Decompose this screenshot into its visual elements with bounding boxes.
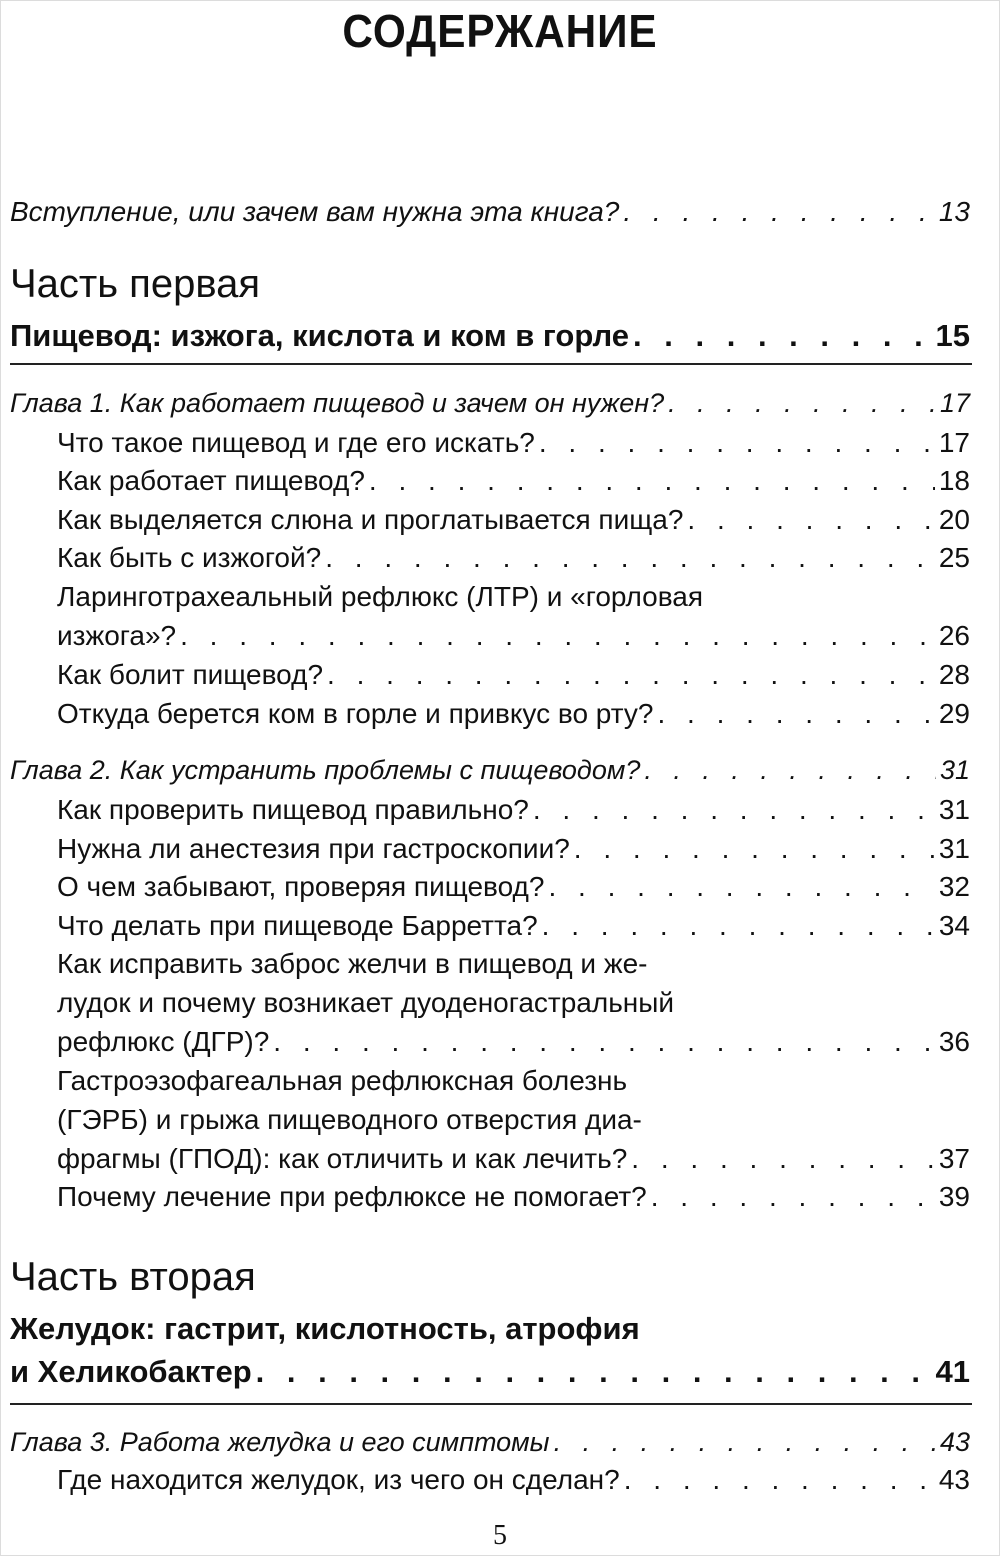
- entry-text: Как болит пищевод?: [57, 659, 324, 690]
- part-title-line[interactable]: Желудок: гастрит, кислотность, атрофия: [10, 1311, 640, 1346]
- entry-text: Откуда берется ком в горле и привкус во рту?: [57, 698, 654, 729]
- entry-text: Как работает пищевод?: [57, 465, 365, 496]
- entry-page: 26: [938, 620, 970, 651]
- entry-text: Что делать при пищеводе Барретта?: [57, 910, 538, 941]
- leader-dots: [273, 1026, 935, 1058]
- entry-text: фрагмы (ГПОД): как отличить и как лечить?: [57, 1143, 628, 1174]
- toc-entry-chapter-1[interactable]: [10, 388, 970, 419]
- leader-dots: [651, 1181, 935, 1213]
- leader-dots: [369, 465, 935, 497]
- leader-dots: [644, 755, 936, 786]
- part-title: Пищевод: изжога, кислота и ком в горле: [10, 318, 630, 353]
- entry-text: Как выделяется слюна и проглатывается пища?: [57, 504, 684, 535]
- toc-entry-section[interactable]: [57, 698, 970, 730]
- leader-dots: [542, 910, 935, 942]
- toc-entry-section[interactable]: [57, 1026, 970, 1058]
- entry-page: 39: [938, 1181, 970, 1212]
- toc-entry-section[interactable]: [57, 794, 970, 826]
- entry-page: 31: [938, 833, 970, 864]
- entry-text: О чем забывают, проверяя пищевод?: [57, 871, 545, 902]
- toc-entry-section[interactable]: [57, 427, 970, 459]
- page-number: 5: [493, 1520, 507, 1551]
- toc-entry-section[interactable]: [57, 465, 970, 497]
- toc-entry-part-1[interactable]: [10, 318, 970, 354]
- part-label: Часть вторая: [10, 1255, 256, 1299]
- entry-text: изжога»?: [57, 620, 177, 651]
- entry-text-line[interactable]: лудок и почему возникает дуоденогастральный: [57, 987, 675, 1018]
- toc-entry-section[interactable]: [57, 910, 970, 942]
- entry-text-line[interactable]: Как исправить заброс желчи в пищевод и же-: [57, 948, 648, 979]
- toc-entry-part-2[interactable]: [10, 1354, 970, 1390]
- entry-page: 25: [938, 542, 970, 573]
- toc-entry-section[interactable]: [57, 620, 970, 652]
- leader-dots: [624, 1464, 935, 1496]
- leader-dots: [574, 833, 935, 865]
- entry-text: Почему лечение при рефлюксе не помогает?: [57, 1181, 647, 1212]
- leader-dots: [554, 1427, 936, 1458]
- entry-text: Как быть с изжогой?: [57, 542, 322, 573]
- entry-page: 17: [938, 427, 970, 458]
- leader-dots: [533, 794, 935, 826]
- entry-page: 36: [938, 1026, 970, 1057]
- entry-page: 43: [938, 1464, 970, 1495]
- toc-entry-section[interactable]: [57, 504, 970, 536]
- toc-entry-section[interactable]: [57, 1464, 970, 1496]
- leader-dots: [668, 388, 936, 419]
- toc-entry-intro[interactable]: [10, 196, 970, 228]
- entry-page: 17: [939, 388, 970, 418]
- entry-text-line[interactable]: Гастроэзофагеальная рефлюксная болезнь: [57, 1065, 628, 1096]
- leader-dots: [657, 698, 934, 730]
- toc-entry-section[interactable]: [57, 833, 970, 865]
- entry-text: Нужна ли анестезия при гастроскопии?: [57, 833, 570, 864]
- leader-dots: [327, 659, 935, 691]
- entry-page: 32: [938, 871, 970, 902]
- leader-dots: [633, 318, 931, 354]
- toc-entry-section[interactable]: [57, 1181, 970, 1213]
- divider-rule: [10, 1403, 972, 1405]
- leader-dots: [180, 620, 935, 652]
- entry-page: 43: [939, 1427, 970, 1457]
- leader-dots: [631, 1143, 935, 1175]
- entry-text: Как проверить пищевод правильно?: [57, 794, 529, 825]
- chapter-title: Глава 3. Работа желудка и его симптомы: [10, 1427, 550, 1457]
- entry-text: Где находится желудок, из чего он сделан?: [57, 1464, 620, 1495]
- entry-page: 13: [938, 196, 970, 227]
- toc-entry-chapter-2[interactable]: [10, 755, 970, 786]
- leader-dots: [539, 427, 935, 459]
- entry-page: 34: [938, 910, 970, 941]
- entry-page: 41: [935, 1354, 970, 1389]
- chapter-title: Глава 1. Как работает пищевод и зачем он нужен?: [10, 388, 665, 418]
- leader-dots: [623, 196, 934, 228]
- chapter-title: Глава 2. Как устранить проблемы с пищеводом?: [10, 755, 641, 785]
- entry-page: 31: [938, 794, 970, 825]
- part-title: и Хеликобактер: [10, 1354, 252, 1389]
- page-title: СОДЕРЖАНИЕ: [342, 5, 658, 57]
- entry-text-line[interactable]: (ГЭРБ) и грыжа пищеводного отверстия диа-: [57, 1104, 642, 1135]
- entry-text: Что такое пищевод и где его искать?: [57, 427, 535, 458]
- entry-page: 18: [938, 465, 970, 496]
- entry-text: Вступление, или зачем вам нужна эта книга?: [10, 196, 620, 227]
- leader-dots: [256, 1354, 932, 1390]
- entry-page: 29: [938, 698, 970, 729]
- leader-dots: [548, 871, 934, 903]
- part-label: Часть первая: [10, 262, 261, 306]
- entry-page: 15: [935, 318, 970, 353]
- entry-page: 20: [938, 504, 970, 535]
- entry-page: 31: [939, 755, 970, 785]
- toc-entry-section[interactable]: [57, 542, 970, 574]
- toc-entry-section[interactable]: [57, 1143, 970, 1175]
- toc-entry-section[interactable]: [57, 659, 970, 691]
- entry-text: рефлюкс (ДГР)?: [57, 1026, 270, 1057]
- entry-text-line[interactable]: Ларинготрахеальный рефлюкс (ЛТР) и «горловая: [57, 581, 704, 612]
- entry-page: 28: [938, 659, 970, 690]
- entry-page: 37: [938, 1143, 970, 1174]
- toc-entry-section[interactable]: [57, 871, 970, 903]
- divider-rule: [10, 363, 972, 365]
- toc-entry-chapter-3[interactable]: [10, 1427, 970, 1458]
- leader-dots: [687, 504, 934, 536]
- leader-dots: [325, 542, 935, 574]
